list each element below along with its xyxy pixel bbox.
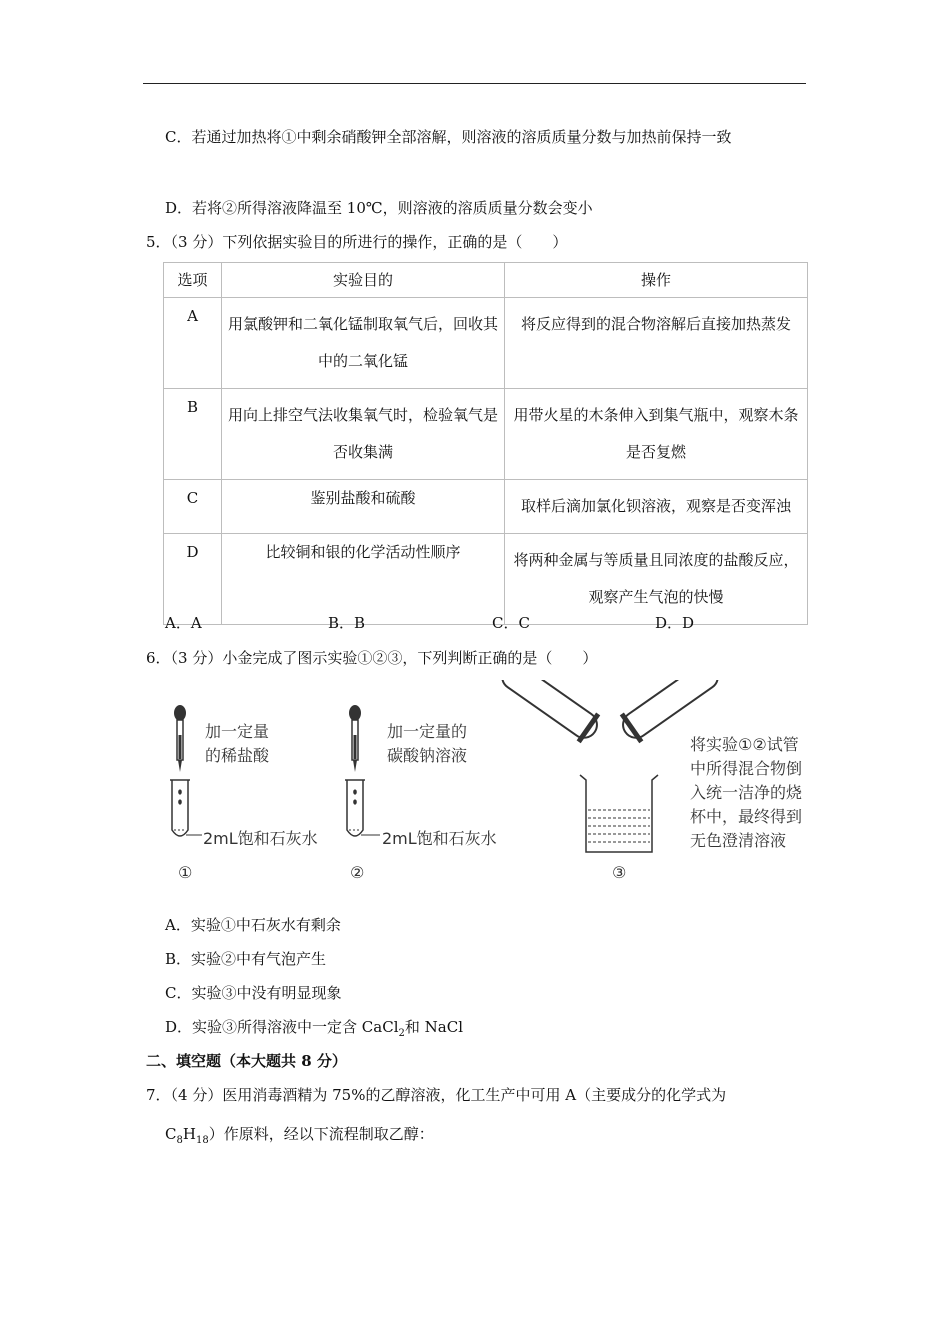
- row-option: D: [164, 534, 222, 625]
- q6-option-d: [165, 1017, 463, 1044]
- row-goal: 鉴别盐酸和硫酸: [222, 480, 505, 534]
- q6-option-d-subscript: 2: [398, 1028, 405, 1039]
- table-row: [164, 534, 808, 625]
- exp1-label-line1: 加一定量: [205, 722, 270, 741]
- q6-option-c: C．实验③中没有明显现象: [165, 984, 342, 1002]
- q5-choice-c: C．C: [492, 614, 530, 632]
- q4-option-d: D．若将②所得溶液降温至 10℃，则溶液的溶质质量分数会变小: [165, 199, 593, 217]
- exp2-label-line2: 碳酸钠溶液: [387, 746, 468, 765]
- q7-formula-h: H: [182, 1125, 196, 1143]
- row-goal: 用氯酸钾和二氧化锰制取氧气后，回收其中的二氧化锰: [222, 298, 505, 389]
- q6-option-a: A．实验①中石灰水有剩余: [165, 916, 341, 934]
- q4-option-c: C．若通过加热将①中剩余硝酸钾全部溶解，则溶液的溶质质量分数与加热前保持一致: [165, 128, 732, 146]
- table-row: [164, 389, 808, 480]
- q6-stem: 6．（3 分）小金完成了图示实验①②③，下列判断正确的是（ ）: [146, 649, 598, 667]
- q6-option-b: B．实验②中有气泡产生: [165, 950, 327, 968]
- exp3-text-line4: 杯中，最终得到: [690, 807, 803, 826]
- tilted-test-tube-icon-left: [495, 680, 605, 746]
- q7-line2: [165, 1124, 434, 1151]
- q7-formula-sub1: 8: [176, 1135, 183, 1146]
- section-2-heading: 二、填空题（本大题共 8 分）: [146, 1052, 347, 1070]
- dropper-icon-2: [349, 705, 361, 772]
- q6-option-d-tail: 和 NaCl: [404, 1018, 463, 1036]
- row-operation: 取样后滴加氯化钡溶液，观察是否变浑浊: [505, 480, 808, 534]
- q7-line1: 7．（4 分）医用消毒酒精为 75%的乙醇溶液，化工生产中可用 A（主要成分的化学式为: [146, 1086, 727, 1104]
- exp1-number: ①: [178, 863, 193, 882]
- q5-stem: 5．（3 分）下列依据实验目的所进行的操作，正确的是（ ）: [146, 233, 568, 251]
- q7-formula-c: C: [165, 1125, 177, 1143]
- header-option: 选项: [164, 263, 222, 298]
- row-option: C: [164, 480, 222, 534]
- exp2-tube-label: 2mL饱和石灰水: [382, 829, 497, 848]
- q7-formula-sub2: 18: [195, 1135, 209, 1146]
- q5-choice-d: D．D: [655, 614, 695, 632]
- header-operation: 操作: [505, 263, 808, 298]
- beaker-icon: [580, 775, 658, 852]
- header-rule: [143, 83, 806, 84]
- row-operation: 用带火星的木条伸入到集气瓶中，观察木条是否复燃: [505, 389, 808, 480]
- dropper-icon-1: [174, 705, 186, 772]
- header-goal: 实验目的: [222, 263, 505, 298]
- exp1-tube-label: 2mL饱和石灰水: [203, 829, 318, 848]
- exp3-text-line3: 入统一洁净的烧: [690, 783, 803, 802]
- table-header-row: [164, 263, 808, 298]
- q5-choice-b: B．B: [328, 614, 366, 632]
- row-option: A: [164, 298, 222, 389]
- q6-experiment-figure: [150, 680, 830, 890]
- row-operation: 将反应得到的混合物溶解后直接加热蒸发: [505, 298, 808, 389]
- exp1-label-line2: 的稀盐酸: [205, 746, 270, 765]
- exp2-label-line1: 加一定量的: [387, 722, 468, 741]
- row-goal: 用向上排空气法收集氧气时，检验氧气是否收集满: [222, 389, 505, 480]
- exp3-text-line5: 无色澄清溶液: [690, 831, 787, 850]
- row-operation: 将两种金属与等质量且同浓度的盐酸反应，观察产生气泡的快慢: [505, 534, 808, 625]
- table-row: [164, 480, 808, 534]
- q5-choice-a: A．A: [165, 614, 202, 632]
- q5-table: [163, 262, 808, 625]
- exp3-number: ③: [612, 863, 627, 882]
- row-option: B: [164, 389, 222, 480]
- exp3-text-line2: 中所得混合物倒: [690, 759, 803, 778]
- exp3-text-line1: 将实验①②试管: [690, 735, 799, 754]
- row-goal: 比较铜和银的化学活动性顺序: [222, 534, 505, 625]
- test-tube-icon-1: [170, 780, 202, 836]
- q6-option-d-text: D．实验③所得溶液中一定含 CaCl: [165, 1018, 399, 1036]
- exp2-number: ②: [350, 863, 365, 882]
- test-tube-icon-2: [345, 780, 380, 836]
- q7-line2-text: ）作原料，经以下流程制取乙醇：: [208, 1125, 434, 1143]
- table-row: [164, 298, 808, 389]
